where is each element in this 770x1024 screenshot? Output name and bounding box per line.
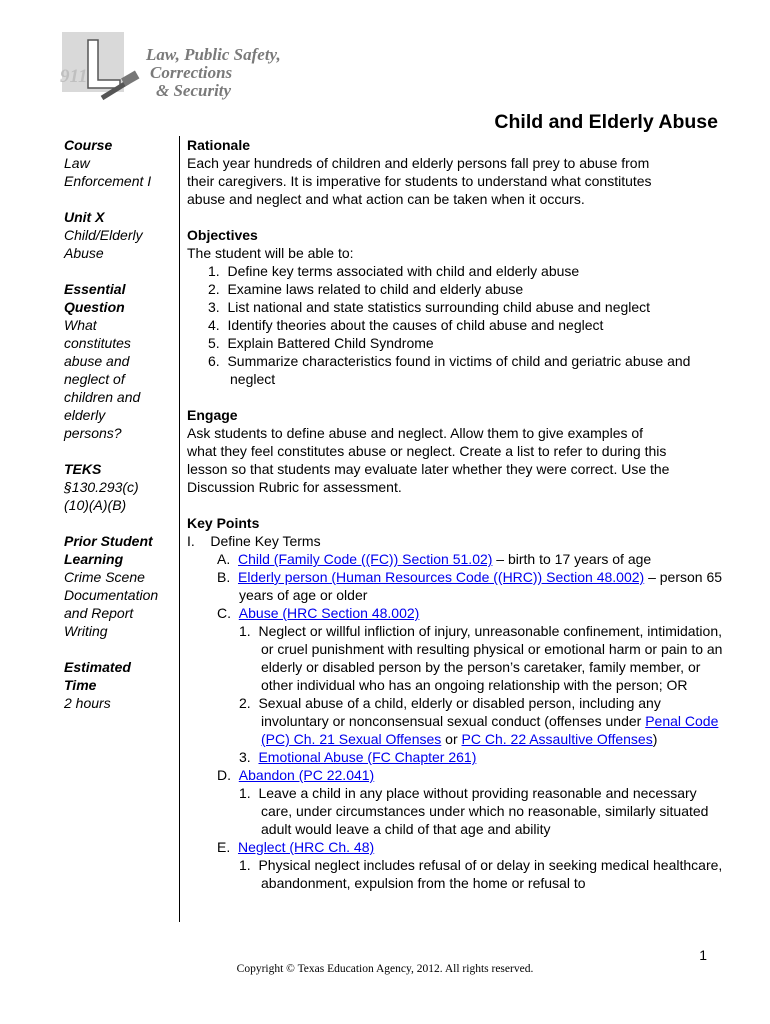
prior-learning-label-2: Learning xyxy=(64,551,124,567)
term-neglect xyxy=(187,838,727,856)
eq-line: What xyxy=(64,317,97,333)
logo-line-3: & Security xyxy=(156,81,232,100)
course-value-2: Enforcement I xyxy=(64,173,152,189)
engage-heading: Engage xyxy=(187,407,238,423)
eq-line: persons? xyxy=(64,425,122,441)
eq-line: elderly xyxy=(64,407,106,423)
elderly-person-hrc-link[interactable]: Elderly person (Human Resources Code ((HRC)) Section 48.002) xyxy=(238,569,645,585)
term-letter: A. xyxy=(217,551,231,567)
course-label: Course xyxy=(64,137,113,153)
estimated-time-block xyxy=(64,658,176,712)
teks-block xyxy=(64,460,176,514)
rationale-line: their caregivers. It is imperative for students to understand what constitutes xyxy=(187,173,652,189)
objective-item xyxy=(187,298,727,316)
abuse-item-2-text: Sexual abuse of a child, elderly or disabled person, including any involuntary or nonconsensual sexual conduct (offenses under xyxy=(258,695,661,729)
teks-value-1: §130.293(c) xyxy=(64,479,139,495)
objectives-section xyxy=(187,226,727,388)
teks-value-2: (10)(A)(B) xyxy=(64,497,127,513)
page-number: 1 xyxy=(699,947,707,963)
lesson-main-content xyxy=(187,136,727,892)
sub-number: 2. xyxy=(239,695,251,711)
objective-text: Summarize characteristics found in victims of child and geriatric abuse and neglect xyxy=(227,353,691,387)
unit-label: Unit X xyxy=(64,209,105,225)
objective-text: Explain Battered Child Syndrome xyxy=(227,335,434,351)
law-public-safety-logo xyxy=(58,22,281,110)
term-abuse xyxy=(187,604,727,622)
engage-line: Discussion Rubric for assessment. xyxy=(187,479,402,495)
rationale-line: Each year hundreds of children and elderly persons fall prey to abuse from xyxy=(187,155,650,171)
term-abandon xyxy=(187,766,727,784)
prior-learning-line: Writing xyxy=(64,623,108,639)
sub-number: 1. xyxy=(239,857,251,873)
engage-line: Ask students to define abuse and neglect. Allow them to give examples of xyxy=(187,425,644,441)
eq-line: neglect of xyxy=(64,371,125,387)
prior-learning-line: and Report xyxy=(64,605,134,621)
objective-text: Identify theories about the causes of child abuse and neglect xyxy=(227,317,604,333)
penal-code-ch21-link[interactable]: Penal Code (PC) Ch. 21 Sexual Offenses xyxy=(261,713,719,747)
abandon-item-1-text: Leave a child in any place without providing reasonable and necessary care, under circumstances under which no reasonable, similarly situated adult would leave a child of that age and ability xyxy=(258,785,709,837)
teks-label: TEKS xyxy=(64,461,102,477)
document-title: Child and Elderly Abuse xyxy=(494,111,718,133)
sub-number: 3. xyxy=(239,749,251,765)
roman-numeral: I. xyxy=(187,533,195,549)
column-divider xyxy=(179,136,180,922)
emotional-abuse-link[interactable]: Emotional Abuse (FC Chapter 261) xyxy=(258,749,477,765)
key-points-heading: Key Points xyxy=(187,515,260,531)
copyright-footer: Copyright © Texas Education Agency, 2012. All rights reserved. xyxy=(236,963,534,975)
logo-badge-text: 911 xyxy=(60,66,88,87)
prior-learning-line: Crime Scene xyxy=(64,569,145,585)
logo-line-2: Corrections xyxy=(150,63,233,82)
abuse-item-1 xyxy=(187,622,727,694)
abuse-item-2 xyxy=(187,694,727,748)
eq-line: children and xyxy=(64,389,141,405)
engage-section xyxy=(187,406,727,496)
engage-line: lesson so that students may evaluate later whether they were correct. Use the xyxy=(187,461,670,477)
objective-number: 4. xyxy=(208,317,220,333)
abuse-item-2-joiner: or xyxy=(441,731,462,747)
objective-item xyxy=(187,280,727,298)
term-child xyxy=(187,550,727,568)
engage-line: what they feel constitutes abuse or neglect. Create a list to refer to during this xyxy=(187,443,667,459)
abuse-hrc-link[interactable]: Abuse (HRC Section 48.002) xyxy=(238,605,420,621)
objective-text: Examine laws related to child and elderly abuse xyxy=(227,281,524,297)
objective-item xyxy=(187,316,727,334)
objectives-intro: The student will be able to: xyxy=(187,245,354,261)
lesson-sidebar xyxy=(64,136,176,730)
estimated-time-value: 2 hours xyxy=(64,695,111,711)
rationale-section xyxy=(187,136,727,208)
eq-line: abuse and xyxy=(64,353,130,369)
objective-item xyxy=(187,334,727,352)
objective-item xyxy=(187,352,727,388)
objective-number: 3. xyxy=(208,299,220,315)
unit-value-2: Abuse xyxy=(64,245,104,261)
objectives-heading: Objectives xyxy=(187,227,258,243)
abuse-item-2-close: ) xyxy=(652,731,658,747)
logo-line-1: Law, Public Safety, xyxy=(146,45,281,64)
term-letter: B. xyxy=(217,569,231,585)
course-value-1: Law xyxy=(64,155,90,171)
prior-learning-line: Documentation xyxy=(64,587,159,603)
pc-ch22-link[interactable]: PC Ch. 22 Assaultive Offenses xyxy=(461,731,653,747)
abandon-pc-link[interactable]: Abandon (PC 22.041) xyxy=(238,767,375,783)
key-point-i-title: Define Key Terms xyxy=(210,533,321,549)
objective-number: 6. xyxy=(208,353,220,369)
key-points-section xyxy=(187,514,727,892)
term-letter: E. xyxy=(217,839,231,855)
estimated-time-label-1: Estimated xyxy=(64,659,131,675)
rationale-line: abuse and neglect and what action can be taken when it occurs. xyxy=(187,191,585,207)
rationale-heading: Rationale xyxy=(187,137,251,153)
essential-question-block xyxy=(64,280,176,442)
key-point-i xyxy=(187,532,727,550)
abuse-item-1-text: Neglect or willful infliction of injury, unreasonable confinement, intimidation, or cruel punishment with resulting physical or emotional harm or pain to an elderly or disabled person by the person’s caretaker, family member, or other individual who has an ongoing relationship with the person; OR xyxy=(258,623,723,693)
objective-text: List national and state statistics surrounding child abuse and neglect xyxy=(227,299,651,315)
objective-text: Define key terms associated with child and elderly abuse xyxy=(227,263,580,279)
objective-item xyxy=(187,262,727,280)
neglect-item-1 xyxy=(187,856,727,892)
prior-learning-label-1: Prior Student xyxy=(64,533,153,549)
neglect-hrc-link[interactable]: Neglect (HRC Ch. 48) xyxy=(238,839,375,855)
child-family-code-link[interactable]: Child (Family Code ((FC)) Section 51.02) xyxy=(238,551,493,567)
neglect-item-1-text: Physical neglect includes refusal of or delay in seeking medical healthcare, abandonment, expulsion from the home or refusal to xyxy=(258,857,723,891)
term-letter: D. xyxy=(217,767,231,783)
essential-question-label-2: Question xyxy=(64,299,125,315)
term-elderly-person xyxy=(187,568,727,604)
objective-number: 5. xyxy=(208,335,220,351)
eq-line: constitutes xyxy=(64,335,131,351)
abandon-item-1 xyxy=(187,784,727,838)
prior-learning-block xyxy=(64,532,176,640)
abuse-item-3 xyxy=(187,748,727,766)
sub-number: 1. xyxy=(239,623,251,639)
sub-number: 1. xyxy=(239,785,251,801)
essential-question-label-1: Essential xyxy=(64,281,126,297)
unit-value-1: Child/Elderly xyxy=(64,227,143,243)
course-block xyxy=(64,136,176,190)
objective-number: 2. xyxy=(208,281,220,297)
unit-block xyxy=(64,208,176,262)
term-letter: C. xyxy=(217,605,231,621)
term-child-definition: – birth to 17 years of age xyxy=(492,551,652,567)
term-elderly-definition: – person 65 years of age or older xyxy=(239,569,723,603)
objective-number: 1. xyxy=(208,263,220,279)
estimated-time-label-2: Time xyxy=(64,677,97,693)
